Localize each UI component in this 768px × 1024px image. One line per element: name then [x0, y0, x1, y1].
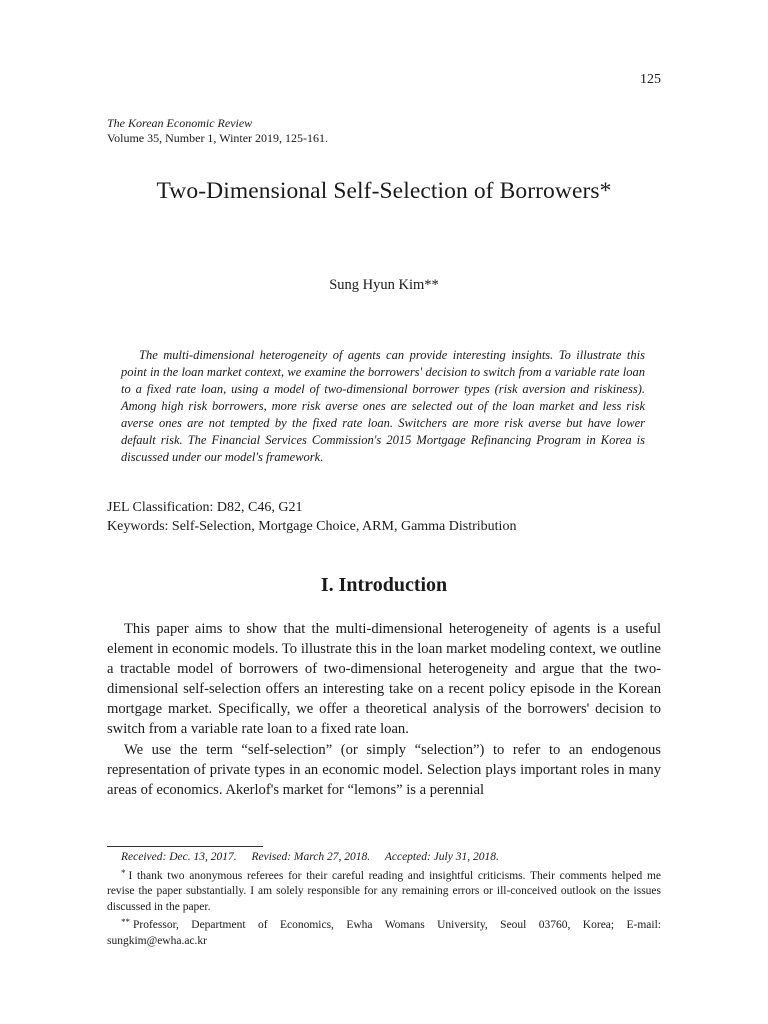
footnote-divider [107, 846, 263, 847]
footnote-affiliation [107, 915, 661, 949]
author-name: Sung Hyun Kim** [329, 277, 439, 293]
abstract: The multi-dimensional heterogeneity of agents can provide interesting insights. To illustrate this point in the loan market context, we examine the borrowers' decision to switch from a variable rate loan to a fixed rate loan, using a model of two-dimensional borrower types (risk aversion and riskiness). Among high risk borrowers, more risk averse ones are selected out of the loan market and less risk averse ones are not tempted by the fixed rate loan. Switchers are more risk averse but have lower default risk. The Financial Services Commission's 2015 Mortgage Refinancing Program in Korea is discussed under our model's framework. [121, 348, 645, 464]
received-dates [107, 850, 661, 866]
received-date: Received: Dec. 13, 2017. [121, 851, 237, 863]
paper-title: Two-Dimensional Self-Selection of Borrowers* [156, 178, 612, 204]
revised-date: Revised: March 27, 2018. [251, 851, 371, 863]
journal-info [107, 116, 328, 146]
keywords: Keywords: Self-Selection, Mortgage Choice, ARM, Gamma Distribution [107, 519, 517, 534]
footnote-text: Professor, Department of Economics, Ewha Womans University, Seoul 03760, Korea; E-mail: sungkim@ewha.ac.kr [107, 919, 661, 947]
page-number: 125 [640, 72, 661, 87]
body-paragraph: We use the term “self-selection” (or simply “selection”) to refer to an endogenous representation of private types in an economic model. Selection plays important roles in many areas of economics. Akerlof's market for “lemons” is a perennial [107, 741, 661, 798]
footnote-acknowledgement [107, 866, 661, 916]
footnotes [107, 850, 661, 949]
body-paragraph: This paper aims to show that the multi-dimensional heterogeneity of agents is a useful element in economic models. To illustrate this in the loan market modeling context, we outline a tractable model of borrowers of two-dimensional heterogeneity and argue that the two-dimensional self-selection offers an interesting take on a recent policy episode in the Korean mortgage market. Specifically, we offer a theoretical analysis of the borrowers' decision to switch from a variable rate loan to a fixed rate loan. [107, 621, 661, 738]
footnote-marker: ** [121, 917, 130, 927]
journal-name: The Korean Economic Review [107, 116, 253, 130]
footnote-text: I thank two anonymous referees for their careful reading and insightful criticisms. Their comments helped me revise the paper substantially. I am solely responsible for any remaining errors or ill-conceived outlook on the issues discussed in the paper. [107, 869, 661, 913]
journal-volume-line: Volume 35, Number 1, Winter 2019, 125-161. [107, 131, 329, 145]
section-heading: I. Introduction [320, 574, 448, 596]
paper-metadata [107, 498, 516, 536]
jel-classification: JEL Classification: D82, C46, G21 [107, 500, 303, 515]
footnote-marker: * [121, 867, 126, 878]
accepted-date: Accepted: July 31, 2018. [384, 851, 499, 863]
body-text [107, 619, 661, 800]
